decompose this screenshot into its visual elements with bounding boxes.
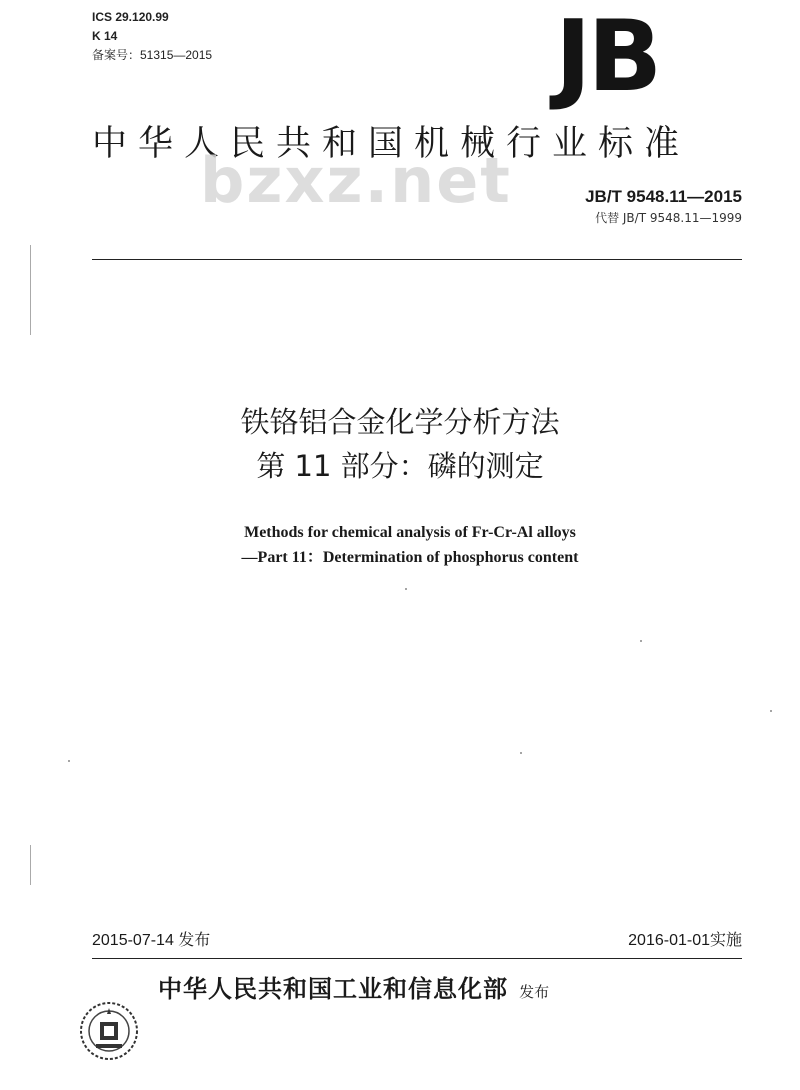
scan-speck	[68, 760, 70, 762]
effective-date-value: 2016-01-01	[628, 932, 710, 949]
publish-date	[92, 929, 210, 952]
scan-speck	[640, 640, 642, 642]
issuing-authority: 中华人民共和国工业和信息化部	[158, 975, 508, 1003]
standard-number-text: JB/T 9548.11—2015	[585, 187, 742, 206]
standard-body-heading: 中华人民共和国机械行业标准	[92, 124, 691, 164]
ics-code: ICS 29.120.99	[92, 10, 169, 24]
standard-number	[585, 186, 742, 208]
english-title-line1: Methods for chemical analysis of Fr-Cr-Al alloys	[244, 524, 576, 541]
record-number: 备案号：51315—2015	[92, 48, 213, 62]
top-divider	[92, 259, 742, 260]
scan-speck	[770, 710, 772, 712]
scan-edge-mark	[30, 245, 31, 335]
english-title-line2: —Part 11：Determination of phosphorus content	[241, 549, 579, 566]
jb-logo: JB	[555, 0, 659, 114]
replaces-note: 代替 JB/T 9548.11—1999	[595, 211, 742, 225]
effective-date-label: 实施	[709, 930, 742, 949]
publish-date-label: 发布	[178, 930, 211, 949]
chinese-title	[0, 400, 800, 488]
scan-speck	[520, 752, 522, 754]
english-title	[0, 520, 800, 570]
scan-edge-mark	[30, 845, 31, 885]
site-watermark: bzxz.net	[200, 144, 512, 217]
chinese-title-line2: 第 11 部分：磷的测定	[256, 449, 544, 483]
scan-speck	[405, 588, 407, 590]
ministry-emblem-icon	[78, 1000, 140, 1062]
issued-label: 发布	[519, 983, 550, 1001]
classification-block	[92, 8, 212, 65]
issuer-line	[158, 972, 549, 1006]
bottom-divider	[92, 958, 742, 959]
chinese-title-line1: 铁铬铝合金化学分析方法	[240, 405, 560, 439]
effective-date	[628, 929, 742, 952]
class-code: K 14	[92, 29, 118, 43]
publish-date-value: 2015-07-14	[92, 932, 174, 949]
